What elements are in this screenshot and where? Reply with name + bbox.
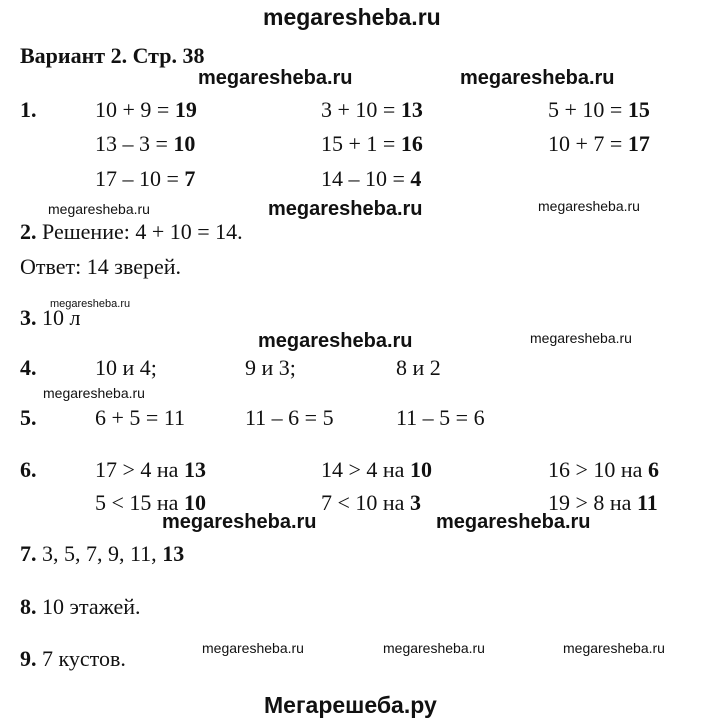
equation: 17 – 10 = 7 bbox=[95, 166, 196, 191]
task-8: 8. 10 этажей. bbox=[20, 594, 141, 619]
equation: 11 – 5 = 6 bbox=[396, 405, 485, 430]
watermark-bottom: Мегарешеба.ру bbox=[264, 692, 437, 718]
watermark: megaresheba.ru bbox=[460, 67, 615, 89]
answer-pair: 9 и 3; bbox=[245, 355, 296, 380]
equation: 3 + 10 = 13 bbox=[321, 97, 423, 122]
equation: 10 + 9 = 19 bbox=[95, 97, 197, 122]
comparison: 14 > 4 на 10 bbox=[321, 457, 432, 482]
equation: 6 + 5 = 11 bbox=[95, 405, 185, 430]
watermark: megaresheba.ru bbox=[43, 385, 145, 401]
comparison: 16 > 10 на 6 bbox=[548, 457, 659, 482]
task-2-answer: Ответ: 14 зверей. bbox=[20, 254, 182, 279]
answer-pair: 8 и 2 bbox=[396, 355, 441, 380]
comparison: 7 < 10 на 3 bbox=[321, 490, 421, 515]
watermark: megaresheba.ru bbox=[538, 198, 640, 214]
equation: 11 – 6 = 5 bbox=[245, 405, 334, 430]
comparison: 17 > 4 на 13 bbox=[95, 457, 206, 482]
watermark: megaresheba.ru bbox=[198, 67, 353, 89]
watermark: megaresheba.ru bbox=[383, 640, 485, 656]
comparison: 5 < 15 на 10 bbox=[95, 490, 206, 515]
equation: 15 + 1 = 16 bbox=[321, 131, 423, 156]
watermark: megaresheba.ru bbox=[258, 330, 413, 352]
comparison: 19 > 8 на 11 bbox=[548, 490, 658, 515]
page-title: Вариант 2. Стр. 38 bbox=[20, 43, 205, 68]
watermark: megaresheba.ru bbox=[48, 201, 150, 217]
equation: 13 – 3 = 10 bbox=[95, 131, 196, 156]
task-number: 5. bbox=[20, 405, 37, 430]
task-3: 3. 10 л bbox=[20, 305, 81, 330]
task-2: 2. Решение: 4 + 10 = 14. bbox=[20, 219, 243, 244]
task-number: 1. bbox=[20, 97, 37, 122]
answer-pair: 10 и 4; bbox=[95, 355, 157, 380]
task-number: 4. bbox=[20, 355, 37, 380]
watermark: megaresheba.ru bbox=[50, 298, 131, 310]
watermark: megaresheba.ru bbox=[268, 198, 423, 220]
watermark: megaresheba.ru bbox=[530, 330, 632, 346]
watermark-top: megaresheba.ru bbox=[263, 4, 441, 30]
watermark: megaresheba.ru bbox=[436, 511, 591, 533]
equation: 10 + 7 = 17 bbox=[548, 131, 650, 156]
task-7: 7. 3, 5, 7, 9, 11, 13 bbox=[20, 541, 185, 566]
watermark: megaresheba.ru bbox=[563, 640, 665, 656]
equation: 5 + 10 = 15 bbox=[548, 97, 650, 122]
watermark: megaresheba.ru bbox=[202, 640, 304, 656]
task-number: 6. bbox=[20, 457, 37, 482]
watermark: megaresheba.ru bbox=[162, 511, 317, 533]
task-9: 9. 7 кустов. bbox=[20, 646, 126, 671]
equation: 14 – 10 = 4 bbox=[321, 166, 422, 191]
